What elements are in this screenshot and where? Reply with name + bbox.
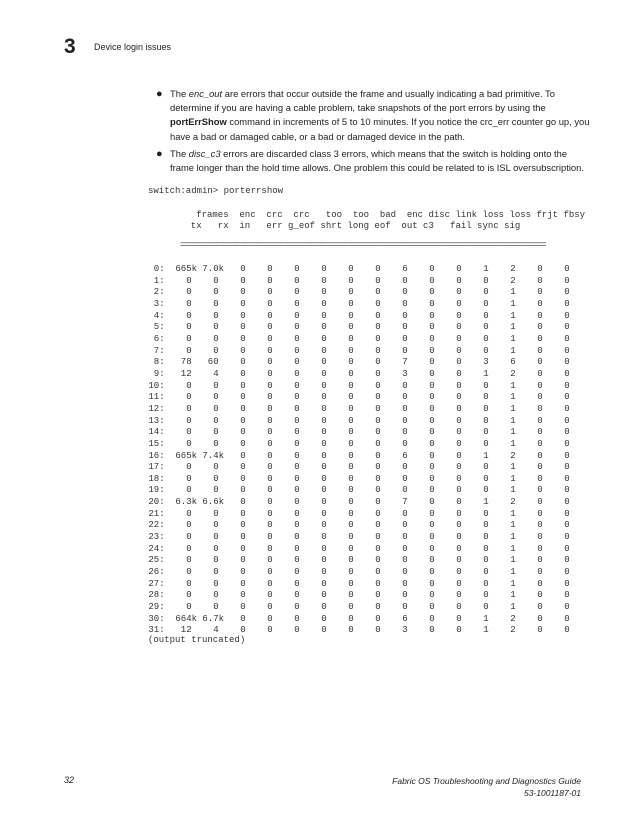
code-row: 21: 0 0 0 0 0 0 0 0 0 0 0 0 1 0 0 bbox=[143, 508, 570, 519]
code-row: 11: 0 0 0 0 0 0 0 0 0 0 0 0 1 0 0 bbox=[143, 392, 570, 403]
code-row: 9: 12 4 0 0 0 0 0 0 3 0 0 1 2 0 0 bbox=[143, 368, 570, 379]
code-separator: ===================================================================================== bbox=[180, 240, 546, 250]
doc-number: 53-1001187-01 bbox=[523, 788, 581, 798]
code-row: 8: 78 60 0 0 0 0 0 0 7 0 0 3 6 0 0 bbox=[143, 357, 570, 368]
bullet-item bbox=[156, 147, 590, 175]
code-header-line-2: tx rx in err g_eof shrt long eof out c3 fail sync sig bbox=[180, 221, 521, 231]
code-row: 16: 665k 7.4k 0 0 0 0 0 0 6 0 0 1 2 0 0 bbox=[143, 450, 570, 461]
code-row: 14: 0 0 0 0 0 0 0 0 0 0 0 0 1 0 0 bbox=[143, 427, 570, 438]
footer-info bbox=[392, 775, 581, 799]
chapter-title: Device login issues bbox=[94, 42, 172, 52]
code-header-line-1: frames enc crc crc too too bad enc disc link loss loss frjt fbsy bbox=[180, 210, 586, 220]
code-row: 24: 0 0 0 0 0 0 0 0 0 0 0 0 1 0 0 bbox=[143, 543, 570, 554]
code-row: 23: 0 0 0 0 0 0 0 0 0 0 0 0 1 0 0 bbox=[143, 532, 570, 543]
code-row: 13: 0 0 0 0 0 0 0 0 0 0 0 0 1 0 0 bbox=[143, 415, 570, 426]
code-row: 31: 12 4 0 0 0 0 0 0 3 0 0 1 2 0 0 bbox=[143, 625, 570, 636]
bullet-item bbox=[156, 87, 590, 144]
code-row: 20: 6.3k 6.6k 0 0 0 0 0 0 7 0 0 1 2 0 0 bbox=[143, 497, 570, 508]
bullet-icon: ● bbox=[156, 88, 163, 100]
code-row: 19: 0 0 0 0 0 0 0 0 0 0 0 0 1 0 0 bbox=[143, 485, 570, 496]
chapter-number: 3 bbox=[64, 35, 76, 58]
code-truncated-note: (output truncated) bbox=[148, 635, 246, 645]
code-row: 2: 0 0 0 0 0 0 0 0 0 0 0 0 1 0 0 bbox=[143, 287, 570, 298]
code-row: 26: 0 0 0 0 0 0 0 0 0 0 0 0 1 0 0 bbox=[143, 567, 570, 578]
code-row: 17: 0 0 0 0 0 0 0 0 0 0 0 0 1 0 0 bbox=[143, 462, 570, 473]
page-number: 32 bbox=[64, 775, 75, 785]
code-row: 22: 0 0 0 0 0 0 0 0 0 0 0 0 1 0 0 bbox=[143, 520, 570, 531]
command-name: portErrShow bbox=[170, 116, 227, 128]
code-row: 1: 0 0 0 0 0 0 0 0 0 0 0 0 2 0 0 bbox=[143, 275, 570, 286]
code-command: switch:admin> porterrshow bbox=[148, 186, 284, 196]
term-emphasis: disc_c3 bbox=[188, 147, 221, 159]
code-row: 25: 0 0 0 0 0 0 0 0 0 0 0 0 1 0 0 bbox=[143, 555, 570, 566]
code-row: 12: 0 0 0 0 0 0 0 0 0 0 0 0 1 0 0 bbox=[143, 403, 570, 414]
code-row: 18: 0 0 0 0 0 0 0 0 0 0 0 0 1 0 0 bbox=[143, 473, 570, 484]
code-row: 5: 0 0 0 0 0 0 0 0 0 0 0 0 1 0 0 bbox=[143, 322, 570, 333]
code-row: 3: 0 0 0 0 0 0 0 0 0 0 0 0 1 0 0 bbox=[143, 298, 570, 309]
code-row: 29: 0 0 0 0 0 0 0 0 0 0 0 0 1 0 0 bbox=[143, 602, 570, 613]
bullet-icon: ● bbox=[156, 147, 163, 160]
code-row: 30: 664k 6.7k 0 0 0 0 0 0 6 0 0 1 2 0 0 bbox=[143, 613, 570, 624]
code-row: 7: 0 0 0 0 0 0 0 0 0 0 0 0 1 0 0 bbox=[143, 345, 570, 356]
code-row: 15: 0 0 0 0 0 0 0 0 0 0 0 0 1 0 0 bbox=[143, 438, 570, 449]
term-emphasis: enc_out bbox=[188, 88, 223, 99]
bullet-list bbox=[156, 87, 590, 178]
bullet-text: The disc_c3 errors are discarded class 3 errors, which means that the switch is holding onto the frame longer than the hold time allows. One problem this could be related to is ISL oversubscription. bbox=[170, 147, 584, 174]
code-row: 10: 0 0 0 0 0 0 0 0 0 0 0 0 1 0 0 bbox=[143, 380, 570, 391]
bullet-text: The enc_out are errors that occur outside the frame and usually indicating a bad primitive. To determine if you are having a cable problem, take snapshots of the port errors by using the portErrShow command in increments of 5 to 10 minutes. If you notice the crc_err counter go up, you have a bad or damaged cable, or a bad or damaged device in the path. bbox=[170, 88, 590, 142]
code-row: 4: 0 0 0 0 0 0 0 0 0 0 0 0 1 0 0 bbox=[143, 310, 570, 321]
code-row: 27: 0 0 0 0 0 0 0 0 0 0 0 0 1 0 0 bbox=[143, 578, 570, 589]
code-row: 28: 0 0 0 0 0 0 0 0 0 0 0 0 1 0 0 bbox=[143, 590, 570, 601]
code-row: 6: 0 0 0 0 0 0 0 0 0 0 0 0 1 0 0 bbox=[143, 333, 570, 344]
code-rows bbox=[143, 264, 570, 637]
code-row: 0: 665k 7.0k 0 0 0 0 0 0 6 0 0 1 2 0 0 bbox=[143, 264, 570, 274]
guide-title: Fabric OS Troubleshooting and Diagnostics Guide bbox=[392, 776, 581, 786]
